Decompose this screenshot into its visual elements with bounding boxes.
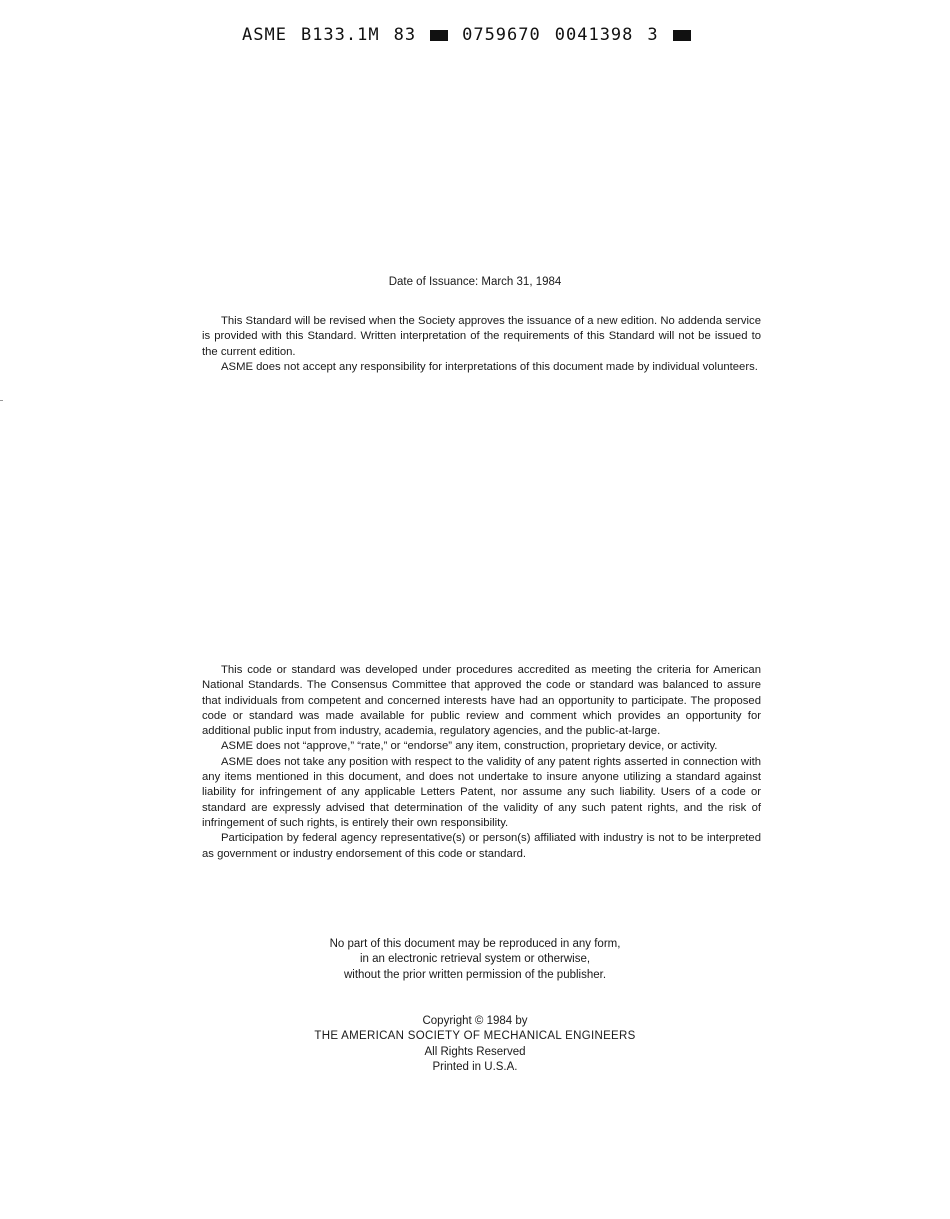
code-prefix: ASME (242, 25, 287, 45)
reproduction-line: without the prior written permission of the publisher. (343, 968, 607, 981)
accreditation-paragraph: This code or standard was developed under procedures accredited as meeting the criteria for American National Standards. The Consensus Committee that approved the code or standard was balanced to assure that individuals from competent and concerned interests have had an opportunity to participate. The proposed code or standard was made available for public review and comment which provides an opportunity for additional public input from industry, academia, regulatory agencies, and the public-at-large. (202, 664, 761, 738)
revision-notice (202, 314, 761, 375)
code-year: 83 (393, 25, 417, 45)
barcode-block-icon (430, 30, 448, 41)
issuance-date: Date of Issuance: March 31, 1984 (388, 276, 562, 288)
rights-line: All Rights Reserved (424, 1045, 526, 1058)
revision-paragraph: This Standard will be revised when the Society approves the issuance of a new edition. No addenda service is provided with this Standard. Written interpretation of the requirements of this Standard will not be issued to the current edition. (202, 315, 761, 358)
code-check-digit: 3 (647, 25, 659, 45)
code-serial-1: 0759670 (462, 25, 541, 45)
policy-statement (202, 663, 761, 862)
reproduction-notice (0, 937, 950, 983)
copyright-block (0, 1014, 950, 1076)
scan-mark (0, 400, 3, 401)
reproduction-line: No part of this document may be reproduced in any form, (329, 938, 621, 950)
participation-paragraph: Participation by federal agency representative(s) or person(s) affiliated with industry is not to be interpreted as government or industry endorsement of this code or standard. (202, 832, 761, 860)
barcode-block-icon (673, 30, 691, 41)
endorsement-paragraph: ASME does not “approve,” “rate,” or “endorse” any item, construction, proprietary device, or activity. (221, 740, 718, 753)
publisher-name: THE AMERICAN SOCIETY OF MECHANICAL ENGINEERS (314, 1030, 636, 1043)
reproduction-line: in an electronic retrieval system or otherwise, (359, 953, 591, 966)
code-serial-2: 0041398 (554, 25, 634, 45)
code-standard-number: B133.1M (300, 25, 380, 45)
copyright-line: Copyright © 1984 by (422, 1015, 528, 1027)
document-code-header (242, 20, 691, 50)
printed-line: Printed in U.S.A. (432, 1061, 518, 1074)
interpretation-paragraph: ASME does not accept any responsibility for interpretations of this document made by individual volunteers. (221, 360, 758, 373)
patent-paragraph: ASME does not take any position with respect to the validity of any patent rights asserted in connection with any items mentioned in this document, and does not undertake to insure anyone utilizing a standard against liability for infringement of any applicable Letters Patent, nor assume any such liability. Users of a code or standard are expressly advised that determination of the validity of any such patent rights, and the risk of infringement of such rights, is entirely their own responsibility. (202, 755, 761, 829)
